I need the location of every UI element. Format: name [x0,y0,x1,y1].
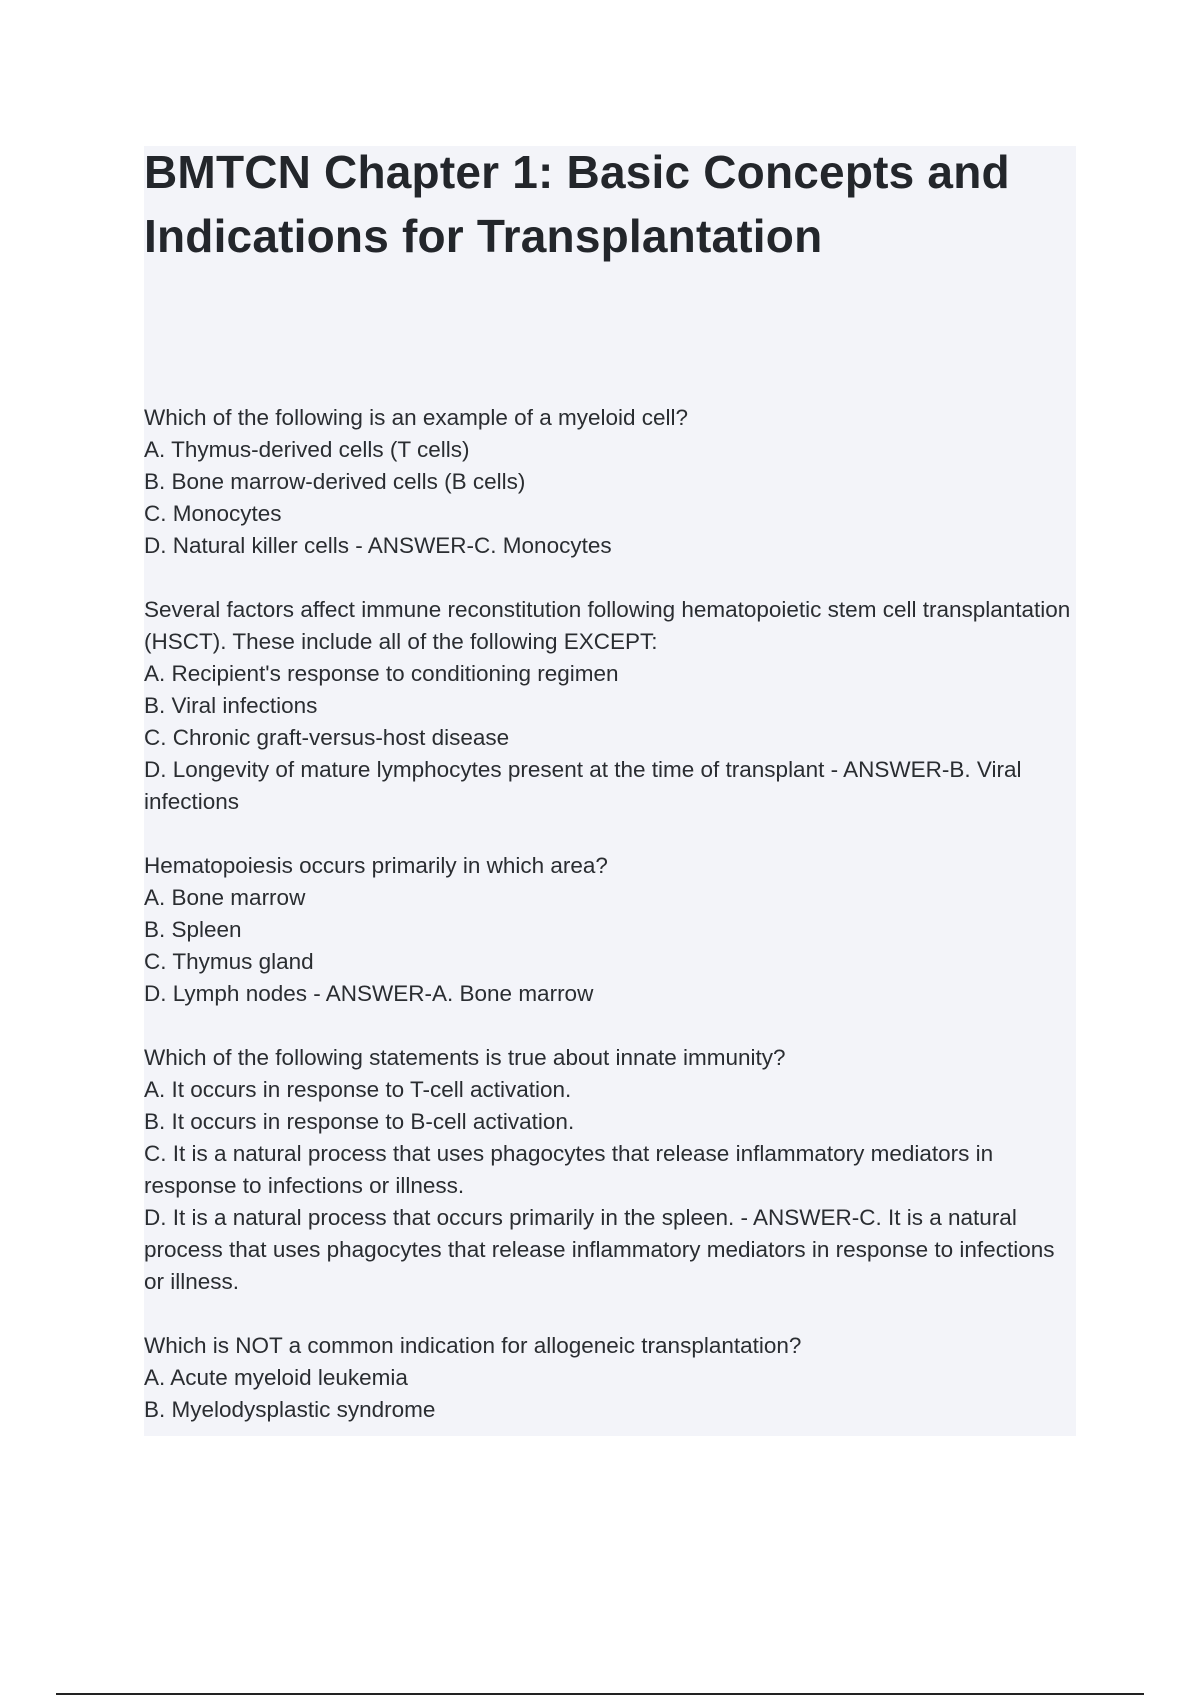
answer-option: C. Chronic graft-versus-host disease [144,725,510,750]
page-footer-rule [56,1693,1144,1695]
answer-option-with-answer: D. Lymph nodes - ANSWER-A. Bone marrow [144,981,594,1006]
question-block [144,1330,1076,1426]
answer-option: B. Spleen [144,917,242,942]
question-block [144,850,1076,1010]
question-text: Hematopoiesis occurs primarily in which area? [144,853,608,878]
question-text: Which of the following statements is true about innate immunity? [144,1045,786,1070]
question-text: Which is NOT a common indication for allogeneic transplantation? [144,1333,802,1358]
answer-option: B. Myelodysplastic syndrome [144,1397,436,1422]
answer-option: B. It occurs in response to B-cell activation. [144,1109,575,1134]
answer-option-with-answer: D. Natural killer cells - ANSWER-C. Monocytes [144,533,612,558]
answer-option: C. It is a natural process that uses phagocytes that release inflammatory mediators in response to infections or illness. [144,1141,1000,1198]
answer-option: B. Bone marrow-derived cells (B cells) [144,469,526,494]
answer-option: A. It occurs in response to T-cell activation. [144,1077,572,1102]
question-list [144,402,1076,1458]
answer-option: C. Thymus gland [144,949,314,974]
document-title: BMTCN Chapter 1: Basic Concepts and Indications for Transplantation [144,146,1010,262]
answer-option: C. Monocytes [144,501,282,526]
question-block [144,402,1076,562]
question-text: Several factors affect immune reconstitution following hematopoietic stem cell transplantation (HSCT). These include all of the following EXCEPT: [144,597,1077,654]
answer-option: A. Thymus-derived cells (T cells) [144,437,470,462]
question-text: Which of the following is an example of a myeloid cell? [144,405,689,430]
answer-option: A. Acute myeloid leukemia [144,1365,408,1390]
answer-option: A. Bone marrow [144,885,306,910]
answer-option-with-answer: D. Longevity of mature lymphocytes present at the time of transplant - ANSWER-B. Viral infections [144,757,1028,814]
question-block [144,594,1076,818]
answer-option: B. Viral infections [144,693,318,718]
answer-option: A. Recipient's response to conditioning regimen [144,661,619,686]
answer-option-with-answer: D. It is a natural process that occurs primarily in the spleen. - ANSWER-C. It is a natural process that uses phagocytes that release inflammatory mediators in response to infections or illness. [144,1205,1061,1294]
question-block [144,1042,1076,1298]
